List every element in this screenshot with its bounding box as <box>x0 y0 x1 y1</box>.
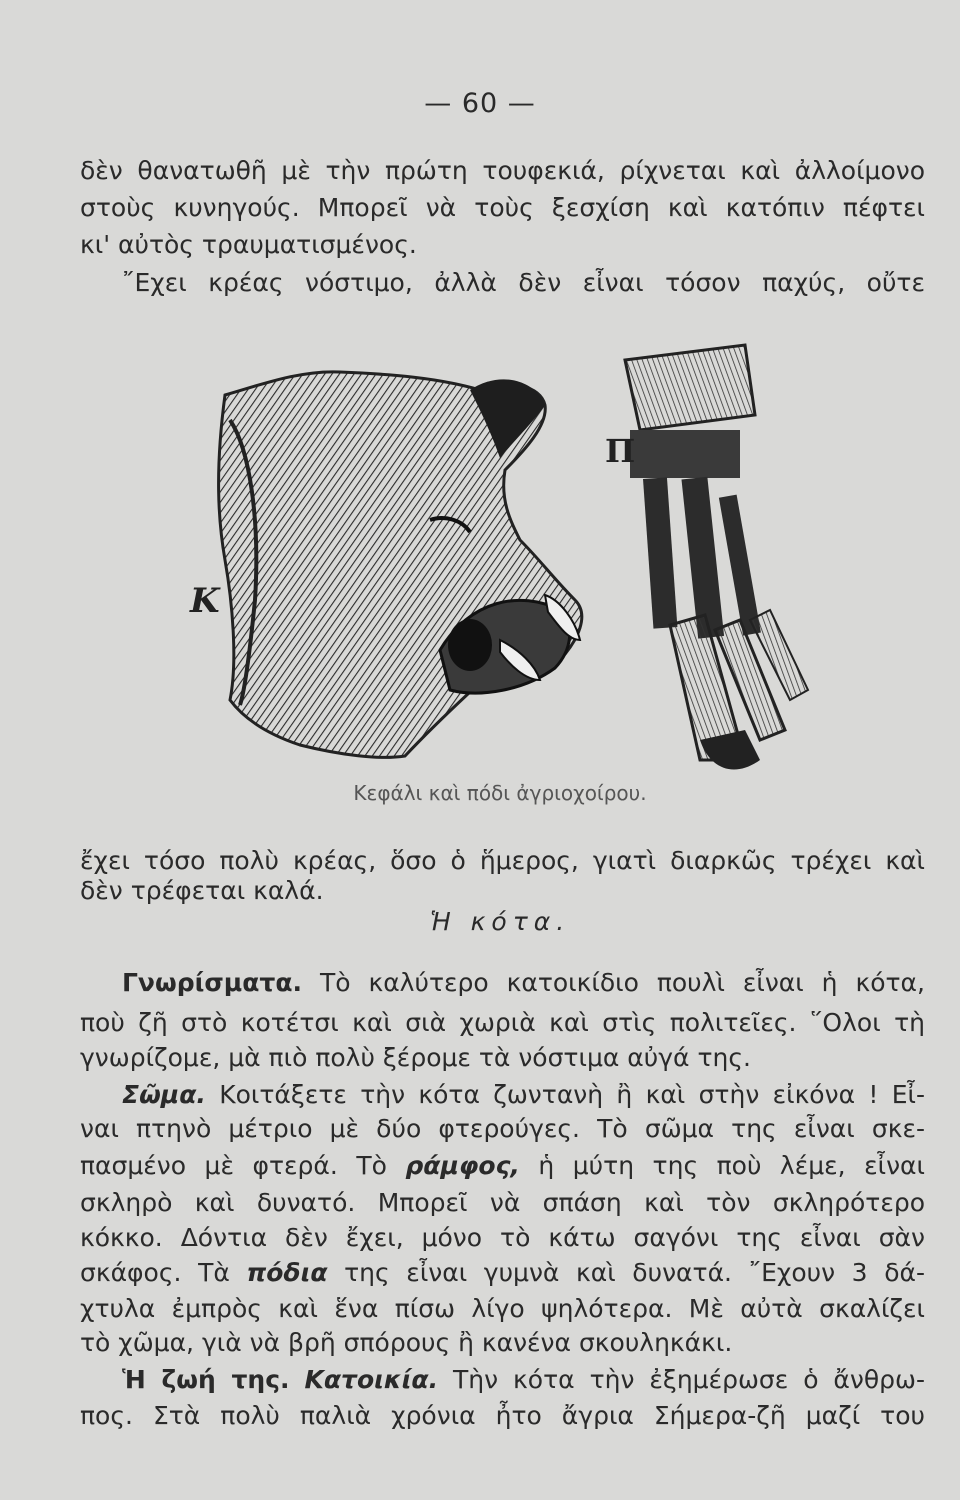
text-line: πος. Στὰ πολὺ παλιὰ χρόνια ἦτο ἄγρια Σήμερα-ζῆ μαζί του <box>80 1401 925 1430</box>
podia-term: πόδια <box>246 1258 328 1287</box>
text-line: στοὺς κυνηγούς. Μπορεῖ νὰ τοὺς ξεσχίση καὶ κατόπιν πέφτει <box>80 193 925 222</box>
text-line: Ἡ ζωή της. Κατοικία. Τὴν κότα τὴν ἐξημέρωσε ὁ ἄνθρω- <box>122 1365 925 1394</box>
text-line: Σῶμα. Κοιτάξετε τὴν κότα ζωντανὴ ἢ καὶ στὴν εἰκόνα ! Εἶ- <box>122 1080 925 1109</box>
text-line: κι' αὐτὸς τραυματισμένος. <box>80 230 417 259</box>
page-number: — 60 — <box>424 88 536 119</box>
ramfos-term: ράμφος, <box>405 1151 520 1180</box>
text-line: ἔχει τόσο πολὺ κρέας, ὅσο ὁ ἥμερος, γιατὶ διαρκῶς τρέχει καὶ <box>80 846 925 875</box>
text-line: δὲν τρέφεται καλά. <box>80 876 324 905</box>
boar-foot-skeleton <box>625 345 808 770</box>
text-line: πασμένο μὲ φτερά. Τὸ ράμφος, ἡ μύτη της ποὺ λέμε, εἶναι <box>80 1151 925 1180</box>
gnorismata-label: Γνωρίσματα. <box>122 968 302 997</box>
text-line: σκληρὸ καὶ δυνατό. Μπορεῖ νὰ σπάση καὶ τὸν σκληρότερο <box>80 1188 925 1217</box>
soma-label: Σῶμα. <box>122 1080 206 1109</box>
text-line: γνωρίζομε, μὰ πιὸ πολὺ ξέρομε τὰ νόστιμα αὐγά της. <box>80 1043 751 1072</box>
text-line: δὲν θανατωθῆ μὲ τὴν πρώτη τουφεκιά, ρίχνεται καὶ ἀλλοίμονο <box>80 156 925 185</box>
text-line: σκάφος. Τὰ πόδια της εἶναι γυμνὰ καὶ δυνατά. ῎Εχουν 3 δά- <box>80 1258 925 1287</box>
section-heading: Ἡ κότα. <box>429 907 571 936</box>
text-line: ποὺ ζῆ στὸ κοτέτσι καὶ σιὰ χωριὰ καὶ στὶς πολιτεῖες. ῞Ολοι τὴ <box>80 1008 925 1037</box>
text-line: Γνωρίσματα. Τὸ καλύτερο κατοικίδιο πουλὶ εἶναι ἡ κότα, <box>122 968 925 997</box>
figure-label-k: K <box>190 581 220 621</box>
figure-label-p: Π <box>605 432 636 470</box>
text-line: τὸ χῶμα, γιὰ νὰ βρῆ σπόρους ἢ κανένα σκουληκάκι. <box>80 1328 733 1357</box>
zoi-label: Ἡ ζωή της. <box>122 1365 290 1394</box>
text-line: ῎Εχει κρέας νόστιμο, ἀλλὰ δὲν εἶναι τόσον παχύς, οὔτε <box>122 268 925 297</box>
text-line: ναι πτηνὸ μέτριο μὲ δύο φτερούγες. Τὸ σῶμα της εἶναι σκε- <box>80 1114 925 1143</box>
boar-head-drawing <box>219 372 582 758</box>
figure-caption: Κεφάλι καὶ πόδι ἀγριοχοίρου. <box>353 781 647 805</box>
text-line: χτυλα ἐμπρὸς καὶ ἕνα πίσω λίγο ψηλότερα. Μὲ αὐτὰ σκαλίζει <box>80 1294 925 1323</box>
katoikia-label: Κατοικία. <box>304 1365 439 1394</box>
text-line: κόκκο. Δόντια δὲν ἔχει, μόνο τὸ κάτω σαγόνι της εἶναι σὰν <box>80 1223 925 1252</box>
